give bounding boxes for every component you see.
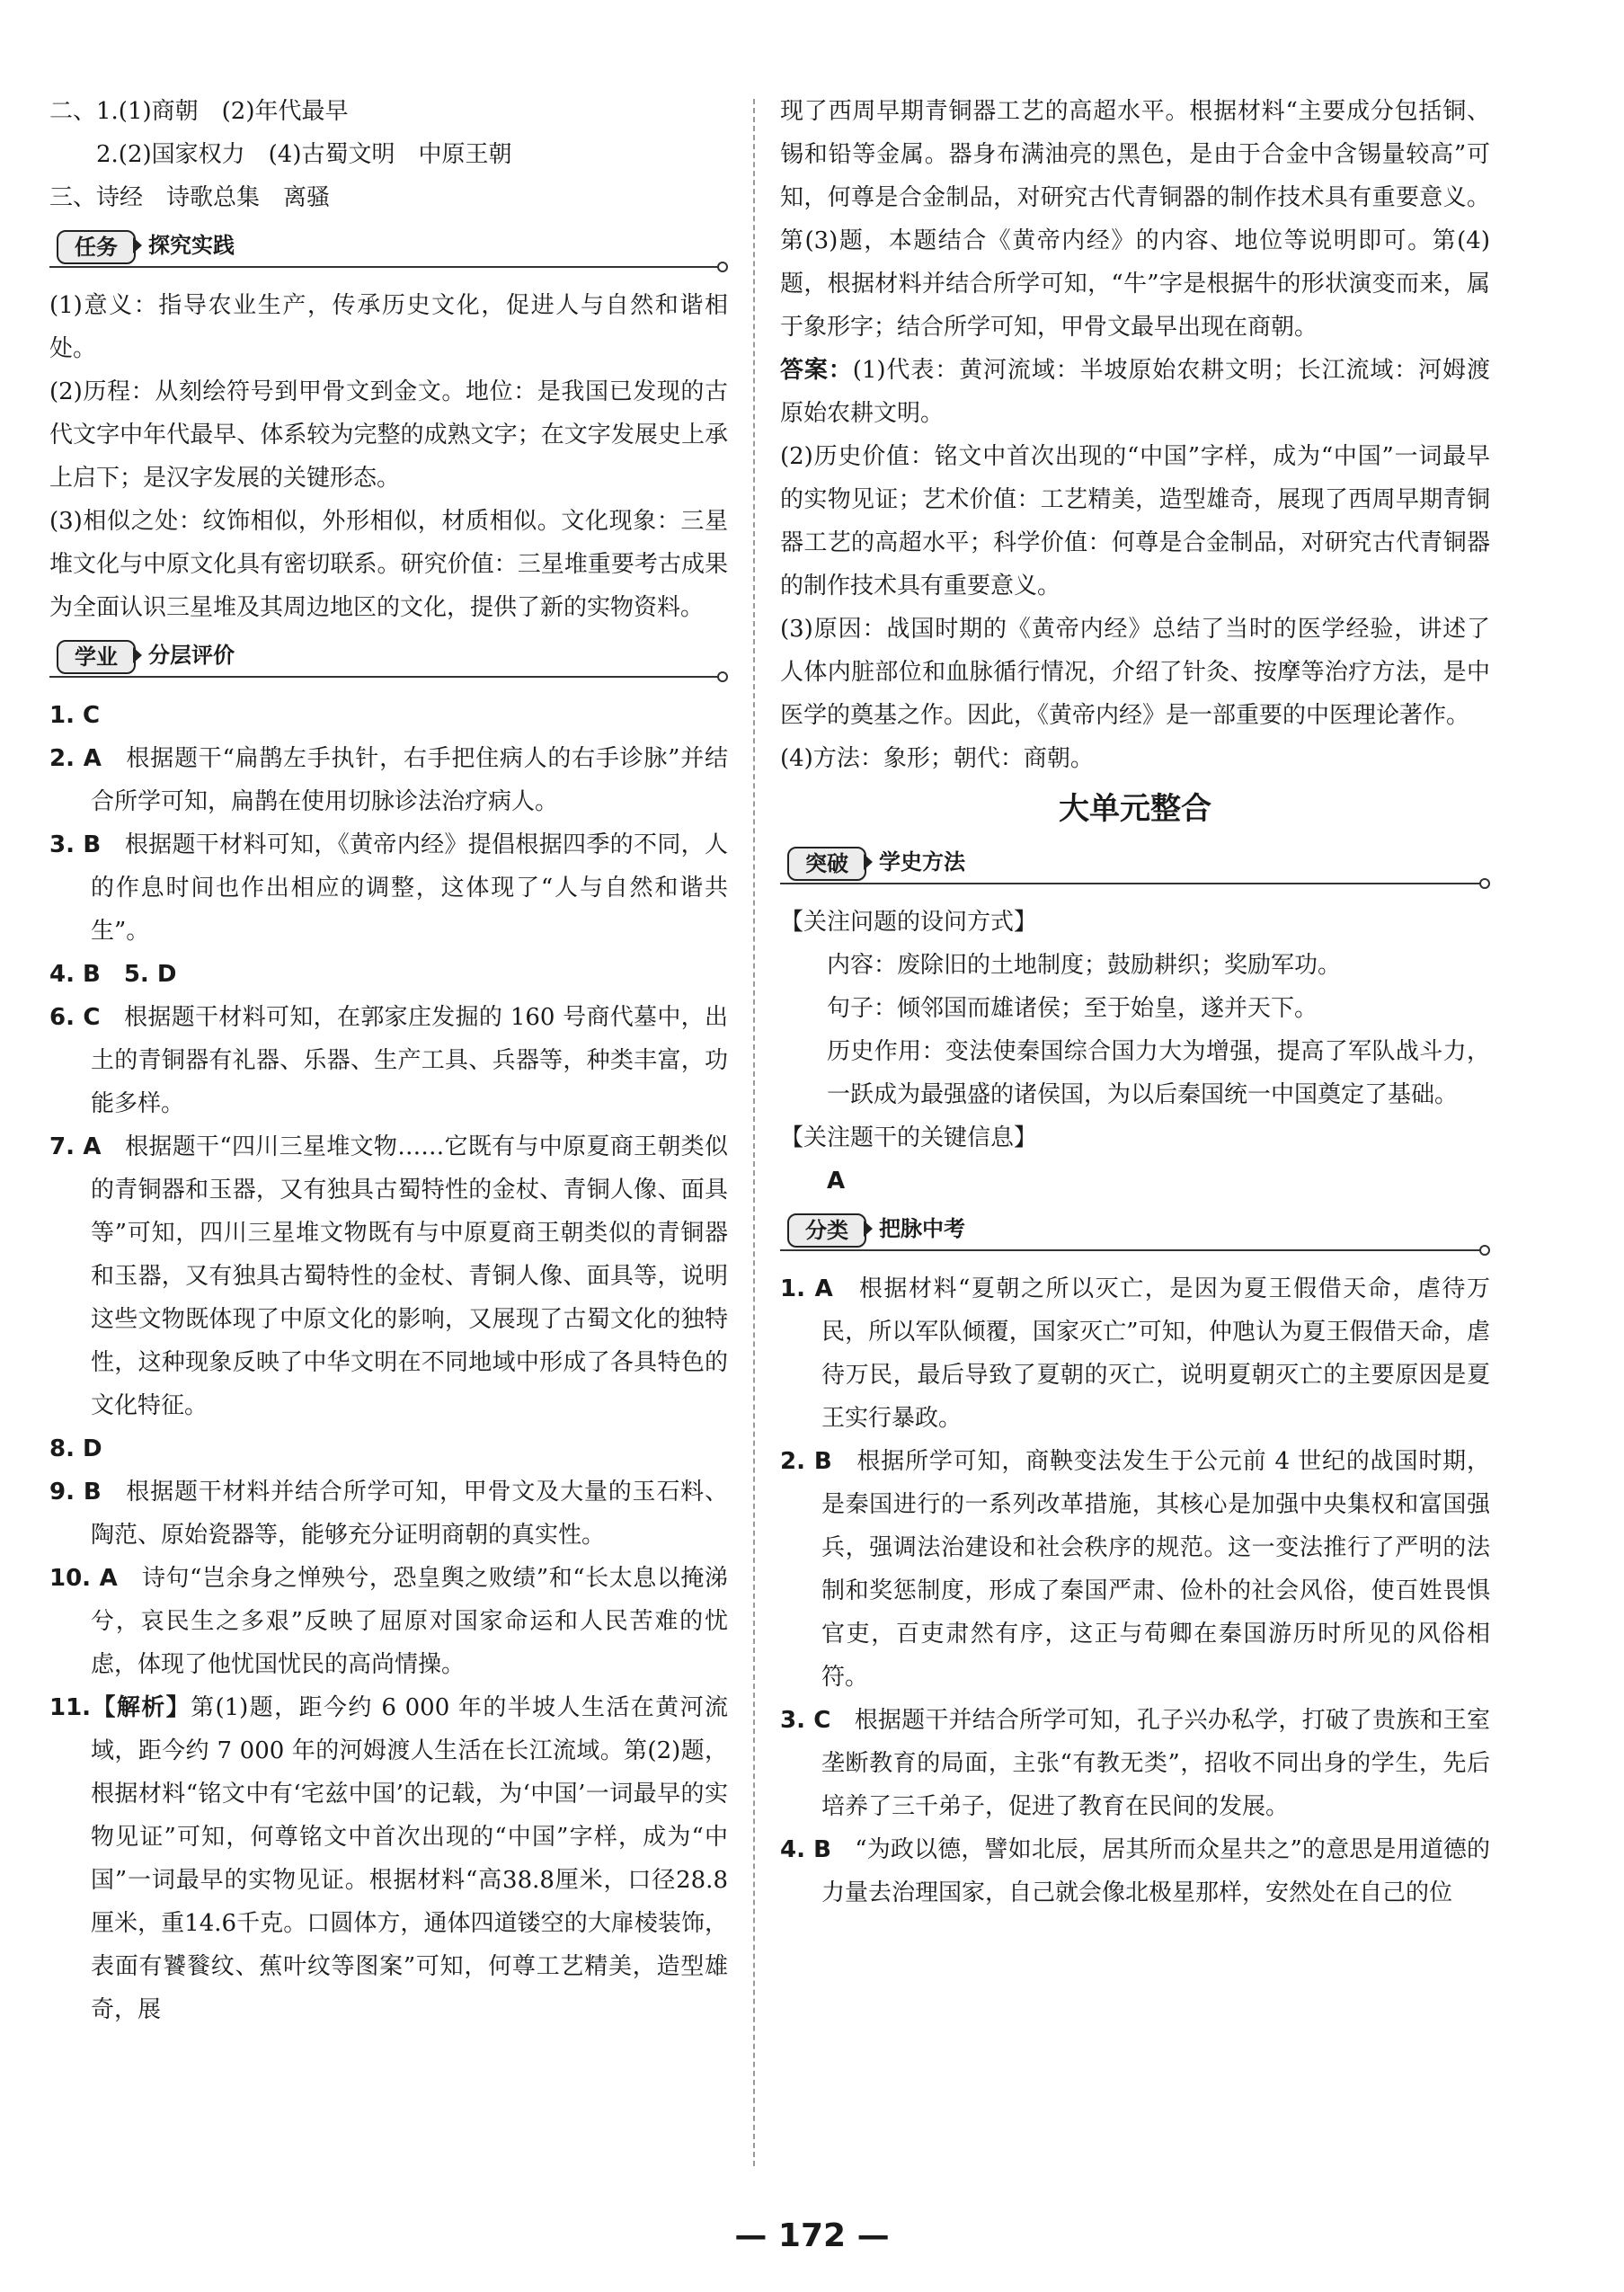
question-item — [49, 737, 728, 823]
question-item — [780, 1699, 1490, 1828]
question-number: 11. — [49, 1694, 92, 1721]
unit-title: 大单元整合 — [1059, 791, 1211, 827]
question-text: 根据题干“扁鹊左手执针，右手把住病人的右手诊脉”并结合所学可知，扁鹊在使用切脉诊法治疗病人。 — [91, 745, 728, 815]
question-number: 3. C — [780, 1707, 831, 1734]
focus-line: 内容：废除旧的土地制度；鼓励耕织；奖励军功。 — [827, 952, 1342, 979]
answer-paragraph-3: (3)原因：战国时期的《黄帝内经》总结了当时的医学经验，讲述了人体内脏部位和血脉循行情况，介绍了针灸、按摩等治疗方法，是中医学的奠基之作。因此，《黄帝内经》是一部重要的中医理论著作。 — [780, 616, 1490, 729]
section-tag: 突破 — [787, 847, 866, 881]
tanjiu-paragraph-1: (1)意义：指导农业生产，传承历史文化，促进人与自然和谐相处。 — [49, 292, 728, 362]
header-rule — [780, 1249, 1485, 1251]
question-item — [49, 1427, 728, 1470]
answer-label: 答案： — [780, 357, 853, 384]
answer-text: (1)代表：黄河流域：半坡原始农耕文明；长江流域：河姆渡原始农耕文明。 — [780, 357, 1490, 427]
question-number: 9. B — [49, 1479, 102, 1506]
question-item — [49, 953, 728, 996]
tanjiu-paragraph-3: (3)相似之处：纹饰相似，外形相似，材质相似。文化现象：三星堆文化与中原文化具有密切联系。研究价值：三星堆重要考古成果为全面认识三星堆及其周边地区的文化，提供了新的实物资料。 — [49, 508, 728, 621]
question-item — [49, 694, 728, 737]
circle-icon — [1479, 1245, 1490, 1256]
focus-heading-2: 【关注题干的关键信息】 — [780, 1124, 1038, 1151]
answer-line-1: 二、1.(1)商朝 (2)年代最早 — [49, 98, 349, 125]
section-title: 把脉中考 — [879, 1216, 965, 1241]
question-text: 根据题干“四川三星堆文物……它既有与中原夏商王朝类似的青铜器和玉器，又有独具古蜀特性的金杖、青铜人像、面具等”可知，四川三星堆文物既有与中原夏商王朝类似的青铜器和玉器，又有独具古蜀特性的金杖、青铜人像、面具等，说明这些文物既体现了中原文化的影响，又展现了古蜀文化的独特性，这种现象反映了中华文明在不同地域中形成了各具特色的文化特征。 — [91, 1133, 728, 1419]
question-number: 2. A — [49, 745, 102, 772]
answer-paragraph-1 — [780, 349, 1490, 435]
question-item — [49, 996, 728, 1125]
circle-icon — [717, 671, 728, 682]
circle-icon — [1479, 878, 1490, 889]
header-rule — [49, 676, 723, 678]
arrow-icon — [133, 647, 142, 663]
column-divider — [753, 99, 755, 2166]
circle-icon — [717, 262, 728, 272]
question-text: 根据所学可知，商鞅变法发生于公元前 4 世纪的战国时期，是秦国进行的一系列改革措施，其核心是加强中央集权和富国强兵，强调法治建设和社会秩序的规范。这一变法推行了严明的法制和奖惩制度，形成了秦国严肃、俭朴的社会风俗，使百姓畏惧官吏，百吏肃然有序，这正与荀卿在秦国游历时所见的风俗相符。 — [821, 1448, 1490, 1691]
analysis-continued: 现了西周早期青铜器工艺的高超水平。根据材料“主要成分包括铜、锡和铅等金属。器身布满油亮的黑色，是由于合金中含锡量较高”可知，何尊是合金制品，对研究古代青铜器的制作技术具有重要意义。第(3)题，本题结合《黄帝内经》的内容、地位等说明即可。第(4)题，根据材料并结合所学可知，“牛”字是根据牛的形状演变而来，属于象形字；结合所学可知，甲骨文最早出现在商朝。 — [780, 98, 1490, 341]
header-rule — [780, 883, 1485, 884]
analysis-label: 【解析】 — [91, 1694, 191, 1721]
section-header-tupo — [780, 841, 1490, 888]
question-number: 7. A — [49, 1133, 102, 1160]
answer-line-2: 2.(2)国家权力 (4)古蜀文明 中原王朝 — [96, 141, 512, 168]
focus-answer — [780, 1159, 1490, 1203]
question-item — [49, 1125, 728, 1427]
header-rule — [49, 266, 723, 268]
section-title: 分层评价 — [148, 643, 235, 668]
question-text: 诗句“岂余身之惮殃兮，恐皇舆之败绩”和“长太息以掩涕兮，哀民生之多艰”反映了屈原对国家命运和人民苦难的忧虑，体现了他忧国忧民的高尚情操。 — [91, 1565, 728, 1678]
section-title: 学史方法 — [879, 849, 965, 875]
question-number: 1. A — [780, 1275, 833, 1302]
question-item — [49, 1470, 728, 1557]
question-text: “为政以德，譬如北辰，居其所而众星共之”的意思是用道德的力量去治理国家，自己就会像北极星那样，安然处在自己的位 — [821, 1836, 1490, 1906]
focus-answer-letter: A — [827, 1168, 846, 1195]
section-header-tanjiu — [49, 225, 728, 271]
question-number: 4. B 5. D — [49, 961, 177, 988]
page-number: — 172 — — [734, 2217, 890, 2254]
question-number: 4. B — [780, 1836, 831, 1863]
left-column — [49, 90, 728, 2031]
question-text: 根据题干材料并结合所学可知，甲骨文及大量的玉石料、陶范、原始瓷器等，能够充分证明商朝的真实性。 — [91, 1479, 728, 1549]
section-tag: 学业 — [57, 640, 136, 674]
arrow-icon — [133, 237, 142, 253]
question-text: 第(1)题，距今约 6 000 年的半坡人生活在黄河流域，距今约 7 000 年的河姆渡人生活在长江流域。第(2)题，根据材料“铭文中有‘宅兹中国’的记载，为‘中国’一词最早的实物见证”可知，何尊铭文中首次出现的“中国”字样，成为“中国”一词最早的实物见证。根据材料“高38.8厘米，口径28.8厘米，重14.6千克。口圆体方，通体四道镂空的大扉棱装饰，表面有饕餮纹、蕉叶纹等图案”可知，何尊工艺精美，造型雄奇，展 — [91, 1694, 728, 2023]
question-item — [780, 1828, 1490, 1914]
section-tag: 任务 — [57, 230, 136, 264]
section-title: 探究实践 — [148, 233, 235, 258]
section-header-pingjia — [49, 635, 728, 681]
question-text: 根据材料“夏朝之所以灭亡，是因为夏王假借天命，虐待万民，所以军队倾覆，国家灭亡”可知，仲虺认为夏王假借天命，虐待万民，最后导致了夏朝的灭亡，说明夏朝灭亡的主要原因是夏王实行暴政。 — [821, 1275, 1490, 1432]
question-item — [49, 823, 728, 953]
question-text: 根据题干材料可知，在郭家庄发掘的 160 号商代墓中，出土的青铜器有礼器、乐器、生产工具、兵器等，种类丰富，功能多样。 — [91, 1004, 729, 1117]
tanjiu-paragraph-2: (2)历程：从刻绘符号到甲骨文到金文。地位：是我国已发现的古代文字中年代最早、体系较为完整的成熟文字；在文字发展史上承上启下；是汉字发展的关键形态。 — [49, 378, 728, 492]
question-number: 1. C — [49, 702, 101, 729]
question-item-11 — [49, 1686, 728, 2031]
answer-line-3: 三、诗经 诗歌总集 离骚 — [49, 184, 331, 211]
question-number: 8. D — [49, 1435, 102, 1462]
arrow-icon — [864, 1221, 873, 1237]
question-number: 2. B — [780, 1448, 832, 1475]
question-text: 根据题干并结合所学可知，孔子兴办私学，打破了贵族和王室垄断教育的局面，主张“有教无类”，招收不同出身的学生，先后培养了三千弟子，促进了教育在民间的发展。 — [821, 1707, 1490, 1820]
focus-heading-1: 【关注问题的设问方式】 — [780, 909, 1038, 936]
answer-paragraph-4: (4)方法：象形；朝代：商朝。 — [780, 745, 1094, 772]
question-item — [780, 1440, 1490, 1699]
arrow-icon — [864, 854, 873, 870]
focus-line: 历史作用：变法使秦国综合国力大为增强，提高了军队战斗力，一跃成为最强盛的诸侯国，为以后秦国统一中国奠定了基础。 — [827, 1038, 1490, 1108]
focus-line: 句子：倾邻国而雄诸侯；至于始皇，遂并天下。 — [827, 995, 1318, 1022]
section-tag: 分类 — [787, 1213, 866, 1248]
question-number: 3. B — [49, 831, 102, 858]
question-number: 6. C — [49, 1004, 101, 1031]
answer-paragraph-2: (2)历史价值：铭文中首次出现的“中国”字样，成为“中国”一词最早的实物见证；艺术价值：工艺精美，造型雄奇，展现了西周早期青铜器工艺的高超水平；科学价值：何尊是合金制品，对研究古代青铜器的制作技术具有重要意义。 — [780, 443, 1490, 600]
section-header-fenlei — [780, 1208, 1490, 1255]
question-item — [49, 1557, 728, 1686]
right-column — [780, 90, 1490, 1914]
question-number: 10. A — [49, 1565, 118, 1592]
question-item — [780, 1267, 1490, 1440]
question-text: 根据题干材料可知，《黄帝内经》提倡根据四季的不同，人的作息时间也作出相应的调整，这体现了“人与自然和谐共生”。 — [91, 831, 728, 945]
